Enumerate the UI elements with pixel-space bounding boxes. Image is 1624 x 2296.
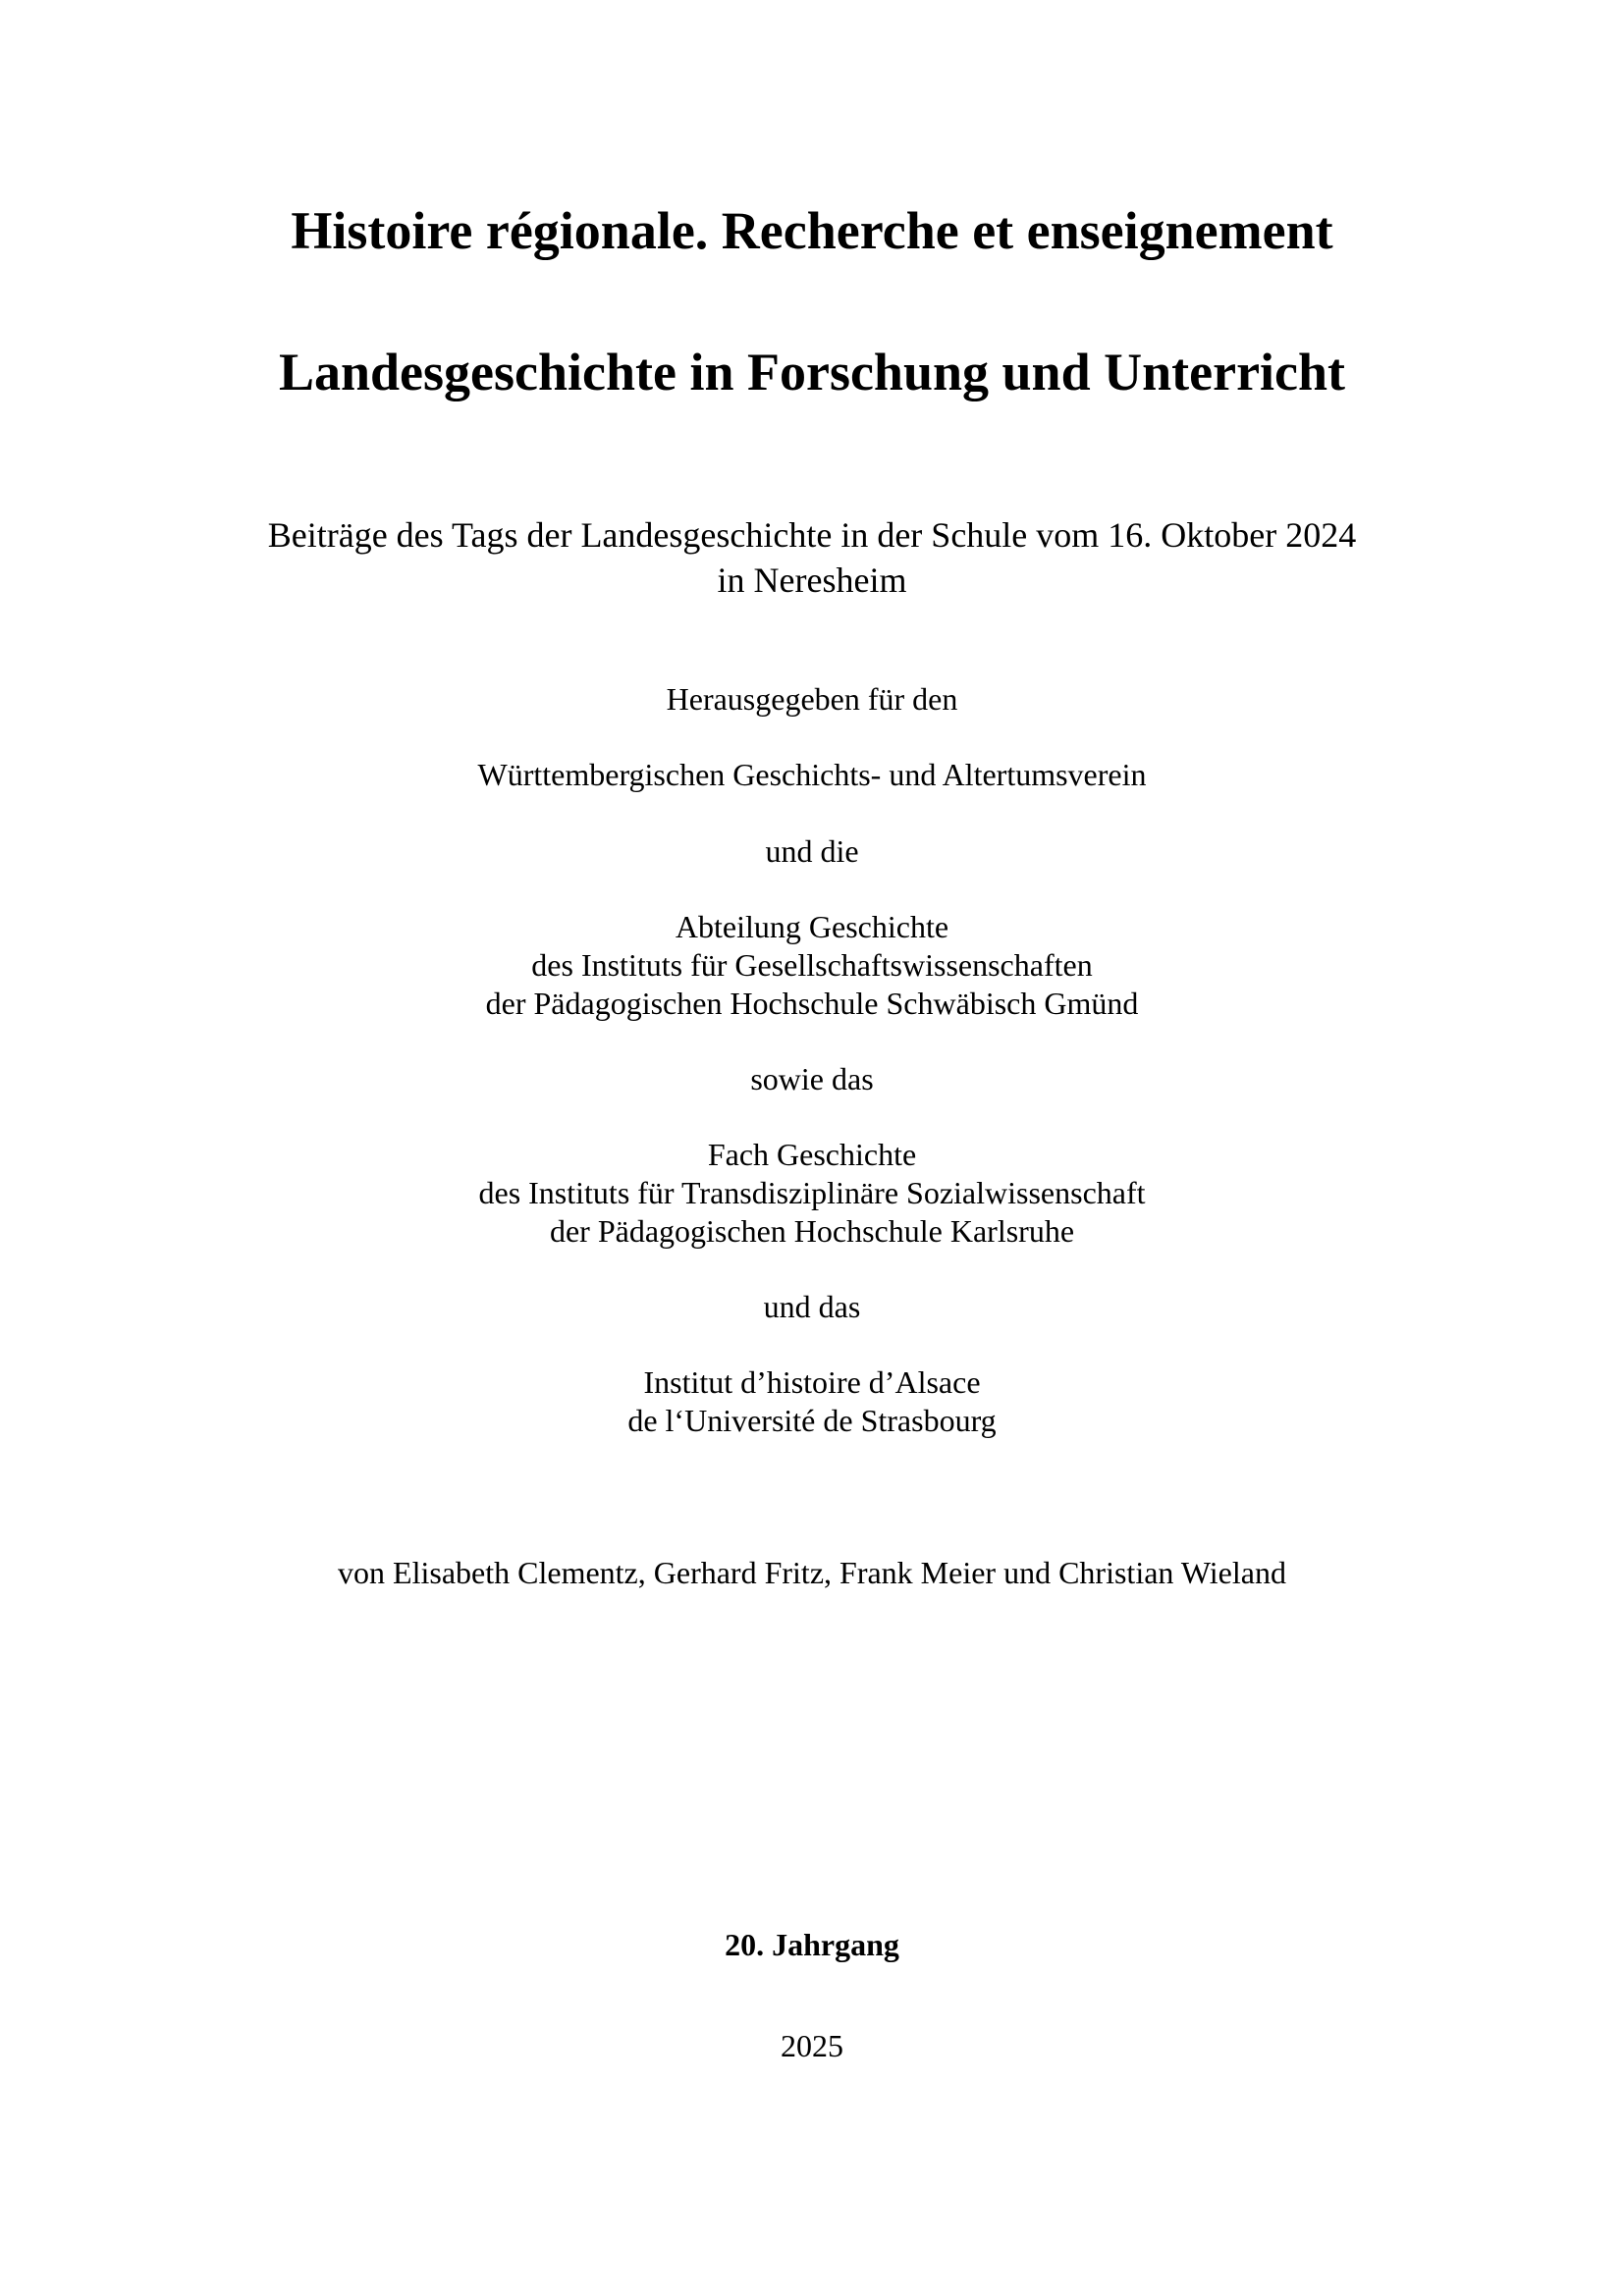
editorial-org-3-line-2: des Instituts für Transdisziplinäre Sozialwissenschaft (478, 1175, 1146, 1210)
editorial-org-3-line-3: der Pädagogischen Hochschule Karlsruhe (549, 1213, 1075, 1249)
volume: 20. Jahrgang (725, 1927, 899, 1962)
subtitle-line-1: Beiträge des Tags der Landesgeschichte in der Schule vom 16. Oktober 2024 (267, 515, 1357, 555)
editorial-conjunction-3: und das (763, 1289, 861, 1324)
editorial-conjunction-2: sowie das (750, 1061, 874, 1096)
subtitle-line-2: in Neresheim (717, 561, 907, 600)
editorial-org-2-line-3: der Pädagogischen Hochschule Schwäbisch Gmünd (485, 986, 1139, 1021)
authors: von Elisabeth Clementz, Gerhard Fritz, Frank Meier und Christian Wieland (338, 1555, 1286, 1590)
year: 2025 (781, 2028, 843, 2063)
editorial-org-2-line-2: des Instituts für Gesellschaftswissenschaften (531, 947, 1093, 983)
editorial-org-3-line-1: Fach Geschichte (707, 1137, 917, 1172)
editorial-intro: Herausgegeben für den (666, 681, 958, 717)
editorial-org-4-line-2: de l‘Université de Strasbourg (627, 1403, 997, 1438)
title-german: Landesgeschichte in Forschung und Unterricht (278, 343, 1346, 401)
editorial-org-4-line-1: Institut d’histoire d’Alsace (643, 1364, 981, 1400)
editorial-conjunction-1: und die (765, 833, 859, 869)
editorial-org-2-line-1: Abteilung Geschichte (675, 909, 949, 944)
editorial-org-1: Württembergischen Geschichts- und Altertumsverein (477, 757, 1147, 792)
title-french: Histoire régionale. Recherche et enseignement (291, 201, 1333, 260)
